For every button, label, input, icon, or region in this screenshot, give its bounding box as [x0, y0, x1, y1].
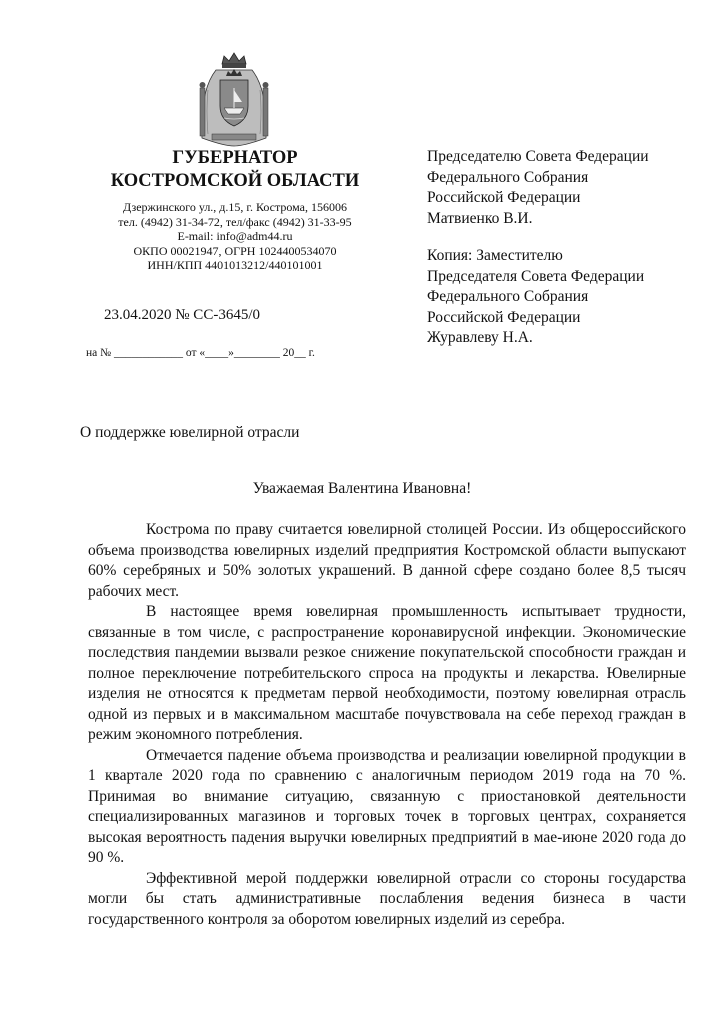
sender-phone: тел. (4942) 31-34-72, тел/факс (4942) 31-33-95 — [118, 214, 352, 229]
body-paragraph: В настоящее время ювелирная промышленность испытывает трудности, связанные в том числе, с распространение коронавирусной инфекции. Экономические последствия пандемии вызвали резкое снижение покупательской способности граждан и полное переключение потребительского спроса на продукты и лекарства. Ювелирные изделия не относятся к предметам первой необходимости, поэтому ювелирная отрасль одной из первых и в максимальном масштабе почувствовала на себе переход граждан в режим экономного потребления. — [88, 603, 686, 743]
sender-title-line2: КОСТРОМСКОЙ ОБЛАСТИ — [110, 171, 360, 191]
registration-number: 23.04.2020 № СС-3645/0 — [104, 307, 260, 323]
recipient-line: Федерального Собрания — [427, 168, 589, 186]
sender-email: E-mail: info@adm44.ru — [177, 229, 293, 244]
sender-okpo: ОКПО 00021947, ОГРН 1024400534070 — [133, 243, 337, 258]
recipient-block — [427, 147, 707, 229]
body-paragraph: Отмечается падение объема производства и реализации ювелирной продукции в 1 квартале 2020 года по сравнению с аналогичным периодом 2019 года на 70 %. Принимая во внимание ситуацию, связанную с приостановкой деятельности специализированных магазинов и торговых точек в торговых центрах, сохраняется высокая вероятность падения выручки ювелирных предприятий в мае-июне 2020 года до 90 %. — [88, 746, 686, 866]
reference-line: на № ____________ от «____»________ 20__ г. — [86, 347, 315, 359]
sender-inn: ИНН/КПП 4401013212/440101001 — [147, 258, 323, 273]
copy-line: Журавлеву Н.А. — [427, 329, 533, 346]
sender-title-line1: ГУБЕРНАТОР — [172, 148, 298, 168]
copy-line: Российской Федерации — [427, 308, 581, 326]
body-paragraph: Кострома по праву считается ювелирной столицей России. Из общероссийского объема производства ювелирных изделий предприятия Костромской области выпускают 60% серебряных и 50% золотых украшений. В данной сфере создано более 8,5 тысяч рабочих мест. — [88, 521, 686, 600]
body-paragraph: Эффективной мерой поддержки ювелирной отрасли со стороны государства могли бы стать административные послабления ведения бизнеса в части государственного контроля за оборотом ювелирных изделий из серебра. — [88, 869, 686, 928]
copy-line: Копия: Заместителю — [427, 247, 563, 264]
recipient-line: Российской Федерации — [427, 189, 581, 206]
letter-body — [88, 520, 686, 930]
recipient-line: Председателю Совета Федерации — [427, 148, 649, 165]
recipient-line: Матвиенко В.И. — [427, 209, 533, 227]
coat-of-arms-emblem — [194, 50, 274, 150]
sender-contacts — [80, 200, 390, 273]
letter-greeting: Уважаемая Валентина Ивановна! — [252, 480, 472, 497]
copy-line: Федерального Собрания — [427, 288, 589, 305]
sender-address: Дзержинского ул., д.15, г. Кострома, 156006 — [122, 200, 348, 214]
copy-line: Председателя Совета Федерации — [427, 267, 645, 285]
copy-block — [427, 246, 707, 349]
letter-subject: О поддержке ювелирной отрасли — [80, 424, 300, 441]
